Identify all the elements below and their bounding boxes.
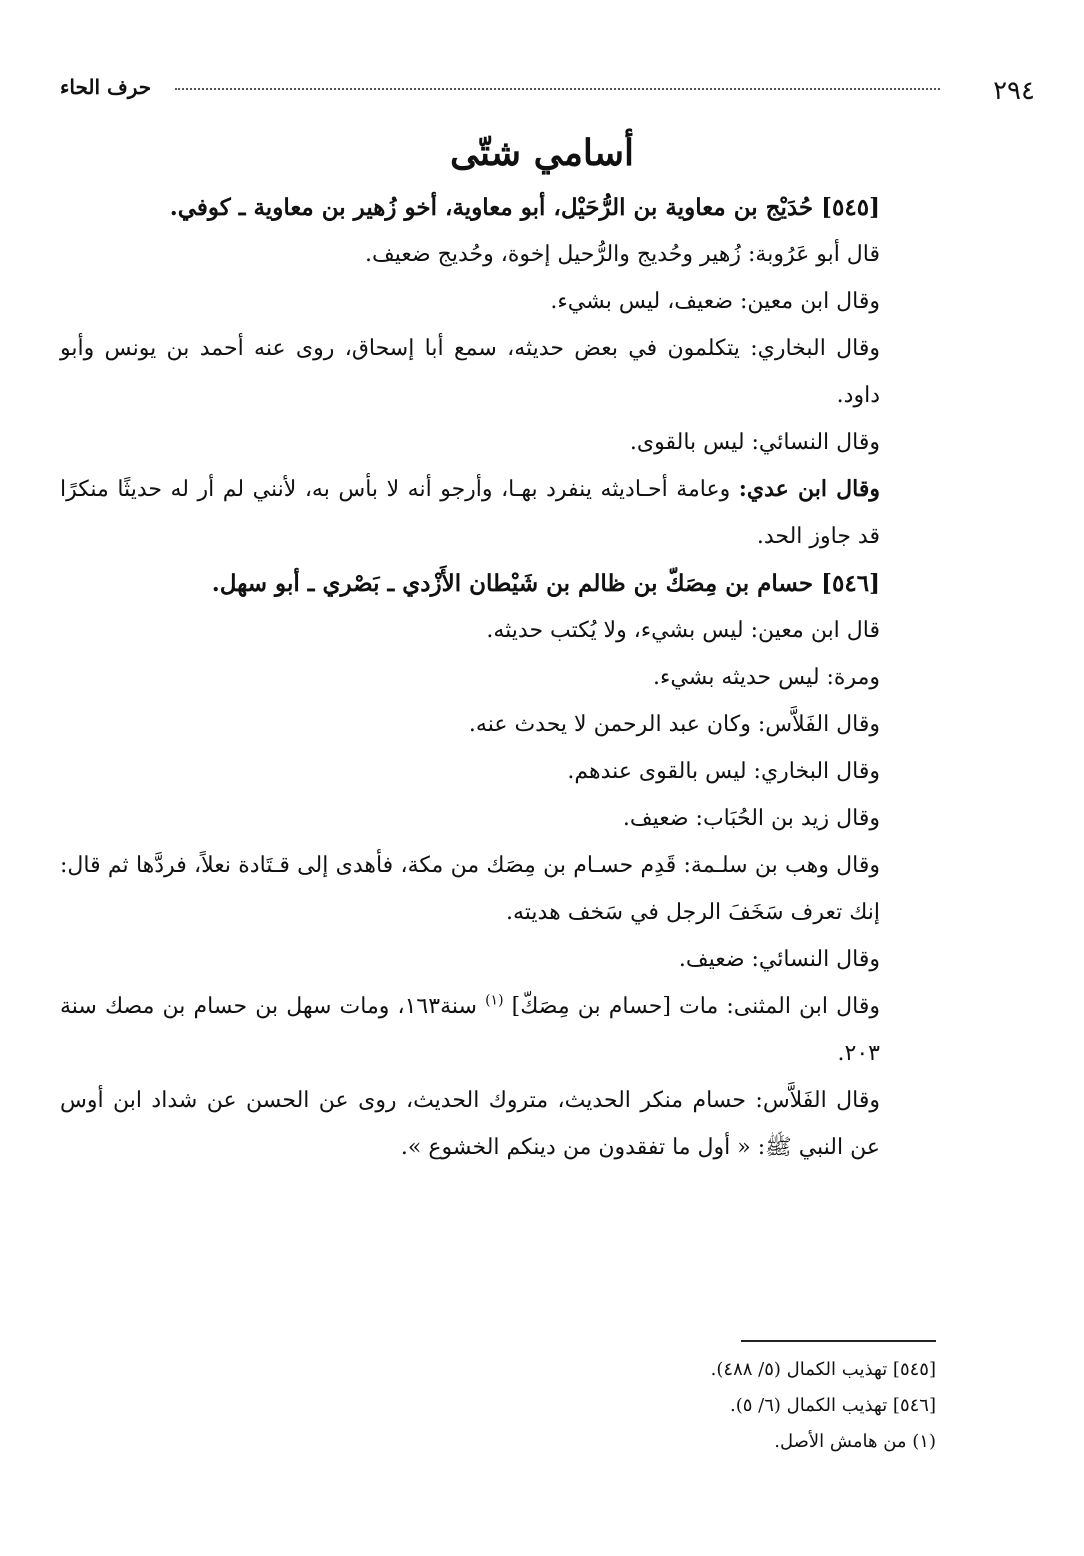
header-rule: [175, 88, 940, 90]
body-text: [60, 184, 940, 1171]
entry-546-paragraph: وقال الفَلاَّس: حسام منكر الحديث، متروك الحديث، روى عن الحسن عن شداد ابن أوس عن النبي ﷺ: « أول ما تفقدون من دينكم الخشوع ».: [60, 1088, 880, 1160]
entry-545-paragraph: [60, 466, 940, 560]
quote-text: وعامة أحـاديثه ينفرد بهـا، وأرجو أنه لا بأس به، لأنني لم أر له حديثًا منكرًا قد جاوز الحد.: [60, 477, 880, 549]
chapter-name: حرف الحاء: [60, 75, 152, 99]
section-title: أسامي شتّى: [450, 132, 634, 174]
entry-546-paragraph: وقال البخاري: ليس بالقوى عندهم.: [567, 759, 880, 784]
quote-text: سنة١٦٣، ومات سهل بن حسام بن مصك سنة ٢٠٣.: [60, 994, 880, 1066]
entry-545-heading: [٥٤٥] حُدَيْج بن معاوية بن الرُّحَيْل، أبو معاوية، أخو زُهير بن معاوية ـ كوفي.: [169, 194, 880, 221]
entry-546-paragraph: وقال زيد بن الحُبَاب: ضعيف.: [622, 806, 880, 831]
entry-546-paragraph: وقال الفَلاَّس: وكان عبد الرحمن لا يحدث عنه.: [468, 712, 880, 737]
footnote-rule: [741, 1340, 936, 1342]
entry-546-heading: [٥٤٦] حسام بن مِصَكّ بن ظالم بن شَيْطان الأَزْدي ـ بَصْري ـ أبو سهل.: [211, 570, 880, 597]
entry-546-paragraph: قال ابن معين: ليس بشيء، ولا يُكتب حديثه.: [486, 618, 880, 643]
entry-545-paragraph: وقال النسائي: ليس بالقوى.: [629, 430, 880, 455]
footnote: [٥٤٥] تهذيب الكمال (٥/ ٤٨٨).: [710, 1359, 936, 1380]
speaker-name: وقال ابن عدي:: [738, 476, 880, 502]
entry-546-paragraph: ومرة: ليس حديثه بشيء.: [653, 665, 880, 690]
entry-546-paragraph: وقال النسائي: ضعيف.: [678, 947, 880, 972]
footnotes: [336, 1352, 936, 1460]
entry-546-paragraph: [60, 983, 940, 1077]
entry-545-paragraph: وقال ابن معين: ضعيف، ليس بشيء.: [550, 289, 880, 314]
entry-546-paragraph: وقال وهب بن سلـمة: قَدِم حسـام بن مِصَك من مكة، فأهدى إلى قـتَادة نعلاً، فردَّها ثم قال: إنك تعرف سَخَفَ الرجل في سَخف هديته.: [60, 853, 880, 925]
page-number: ٢٩٤: [993, 76, 1035, 106]
entry-545-paragraph: قال أبو عَرُوبة: زُهير وحُديج والرُّحيل إخوة، وحُديج ضعيف.: [364, 242, 880, 267]
footnote-marker: (١): [485, 992, 504, 1009]
footnote: (١) من هامش الأصل.: [774, 1431, 936, 1452]
footnote: [٥٤٦] تهذيب الكمال (٦/ ٥).: [730, 1395, 936, 1416]
quote-text: وقال ابن المثنى: مات [حسام بن مِصَكّ]: [511, 994, 880, 1019]
entry-545-paragraph: وقال البخاري: يتكلمون في بعض حديثه، سمع أبا إسحاق، روى عنه أحمد بن يونس وأبو داود.: [60, 336, 880, 408]
running-header: [60, 70, 1035, 110]
